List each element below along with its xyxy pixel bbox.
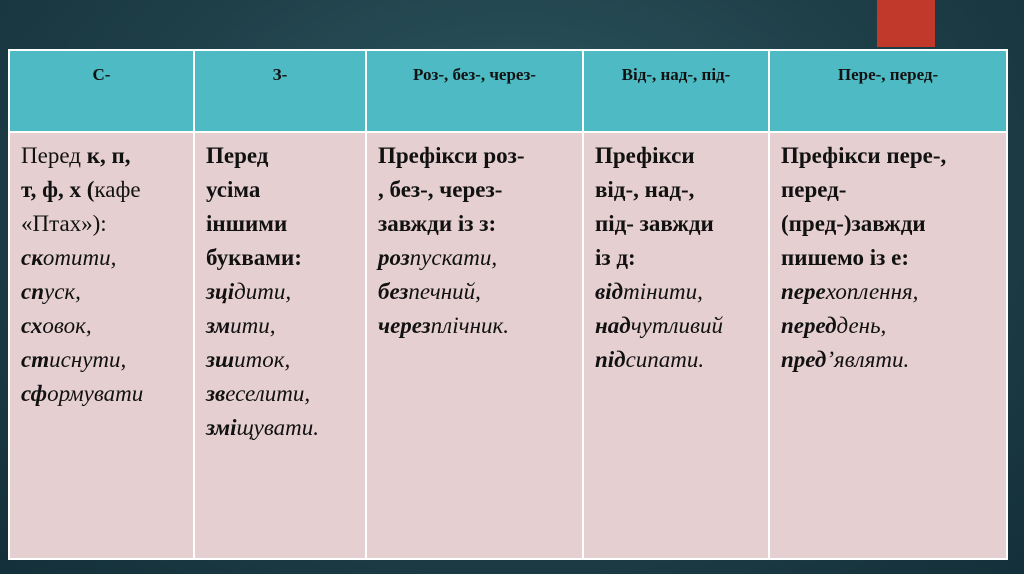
cell-vid-nad-pid	[583, 132, 769, 559]
cell-line	[595, 309, 758, 343]
text-segment: печний,	[408, 279, 481, 304]
cell-line	[21, 207, 183, 241]
cell-line	[206, 139, 355, 173]
prefix-text: завжди із з:	[378, 211, 497, 236]
cell-line	[781, 275, 996, 309]
cell-line	[206, 173, 355, 207]
cell-line	[781, 309, 996, 343]
text-segment: ити,	[230, 313, 276, 338]
text-segment: сипати.	[625, 347, 705, 372]
cell-line	[206, 275, 355, 309]
prefix-text: перед	[781, 313, 837, 338]
prefix-text: усіма	[206, 177, 261, 202]
cell-line	[21, 139, 183, 173]
prefix-text: , без-, через-	[378, 177, 503, 202]
cell-line	[21, 377, 183, 411]
prefix-text: над	[595, 313, 631, 338]
cell-line	[781, 343, 996, 377]
prefix-text: ст	[21, 347, 50, 372]
text-segment: чутливий	[630, 313, 723, 338]
prefix-text: змі	[206, 415, 237, 440]
text-segment: овок,	[42, 313, 92, 338]
content-row	[9, 132, 1007, 559]
prefix-text: Перед	[206, 143, 269, 168]
cell-line	[781, 139, 996, 173]
prefix-text: пред	[781, 347, 827, 372]
text-segment: уск,	[44, 279, 81, 304]
text-segment: щувати.	[236, 415, 320, 440]
text-segment: тінити,	[623, 279, 703, 304]
prefix-text: сх	[21, 313, 43, 338]
header-s: С-	[9, 50, 194, 132]
cell-line	[21, 343, 183, 377]
header-row	[9, 50, 1007, 132]
prefix-text: із д:	[595, 245, 636, 270]
cell-line	[781, 173, 996, 207]
header-pere-pered: Пере-, перед-	[769, 50, 1007, 132]
prefix-text: без	[378, 279, 409, 304]
cell-line	[378, 275, 572, 309]
prefix-text: зш	[206, 347, 235, 372]
cell-line	[378, 173, 572, 207]
text-segment: ’являти.	[826, 347, 910, 372]
text-segment: хоплення,	[825, 279, 919, 304]
cell-line	[206, 411, 355, 445]
prefix-text: буквами:	[206, 245, 302, 270]
prefix-text: під	[595, 347, 626, 372]
cell-line	[21, 275, 183, 309]
prefix-text: сп	[21, 279, 44, 304]
prefix-text: зці	[206, 279, 235, 304]
cell-line	[781, 241, 996, 275]
text-segment: кафе	[94, 177, 141, 202]
text-segment: пускати,	[409, 245, 498, 270]
prefix-text: від	[595, 279, 624, 304]
prefix-text: ск	[21, 245, 43, 270]
header-z: З-	[194, 50, 366, 132]
text-segment: ормувати	[47, 381, 144, 406]
cell-line	[378, 241, 572, 275]
cell-line	[595, 173, 758, 207]
cell-s	[9, 132, 194, 559]
cell-z	[194, 132, 366, 559]
prefix-text: сф	[21, 381, 48, 406]
prefix-text: пишемо із е:	[781, 245, 909, 270]
prefix-text: (пред-)завжди	[781, 211, 926, 236]
prefix-text: роз	[378, 245, 410, 270]
text-segment: день,	[836, 313, 887, 338]
prefix-text: від-, над-,	[595, 177, 695, 202]
cell-pere-pered	[769, 132, 1007, 559]
cell-line	[206, 241, 355, 275]
prefix-text: іншими	[206, 211, 288, 236]
cell-line	[206, 309, 355, 343]
prefix-text: через	[378, 313, 431, 338]
cell-line	[378, 139, 572, 173]
text-segment: плічник.	[430, 313, 509, 338]
text-segment: еселити,	[225, 381, 311, 406]
prefix-text: перед-	[781, 177, 847, 202]
accent-bar	[877, 0, 935, 47]
cell-line	[206, 207, 355, 241]
prefix-text: Префікси роз-	[378, 143, 525, 168]
prefix-table	[8, 49, 1008, 560]
cell-line	[595, 241, 758, 275]
cell-line	[206, 377, 355, 411]
text-segment: иснути,	[49, 347, 127, 372]
cell-line	[595, 275, 758, 309]
cell-line	[595, 207, 758, 241]
cell-line	[21, 173, 183, 207]
cell-line	[378, 309, 572, 343]
text-segment: иток,	[234, 347, 291, 372]
cell-line	[206, 343, 355, 377]
text-segment: отити,	[42, 245, 117, 270]
text-segment: Перед	[21, 143, 87, 168]
cell-line	[21, 241, 183, 275]
prefix-text: Префікси пере-,	[781, 143, 947, 168]
cell-line	[595, 343, 758, 377]
cell-roz-bez-cherez	[366, 132, 583, 559]
prefix-text: зм	[206, 313, 231, 338]
prefix-text: пере	[781, 279, 826, 304]
prefix-text: Префікси	[595, 143, 695, 168]
text-segment: дити,	[234, 279, 292, 304]
header-vid-nad-pid: Від-, над-, під-	[583, 50, 769, 132]
prefix-text: зв	[206, 381, 226, 406]
cell-line	[595, 139, 758, 173]
prefix-text: під- завжди	[595, 211, 714, 236]
prefix-text: т, ф, х (	[21, 177, 95, 202]
text-segment: «Птах»):	[21, 211, 107, 236]
header-roz-bez-cherez: Роз-, без-, через-	[366, 50, 583, 132]
prefix-text: к, п,	[86, 143, 131, 168]
cell-line	[781, 207, 996, 241]
cell-line	[378, 207, 572, 241]
cell-line	[21, 309, 183, 343]
